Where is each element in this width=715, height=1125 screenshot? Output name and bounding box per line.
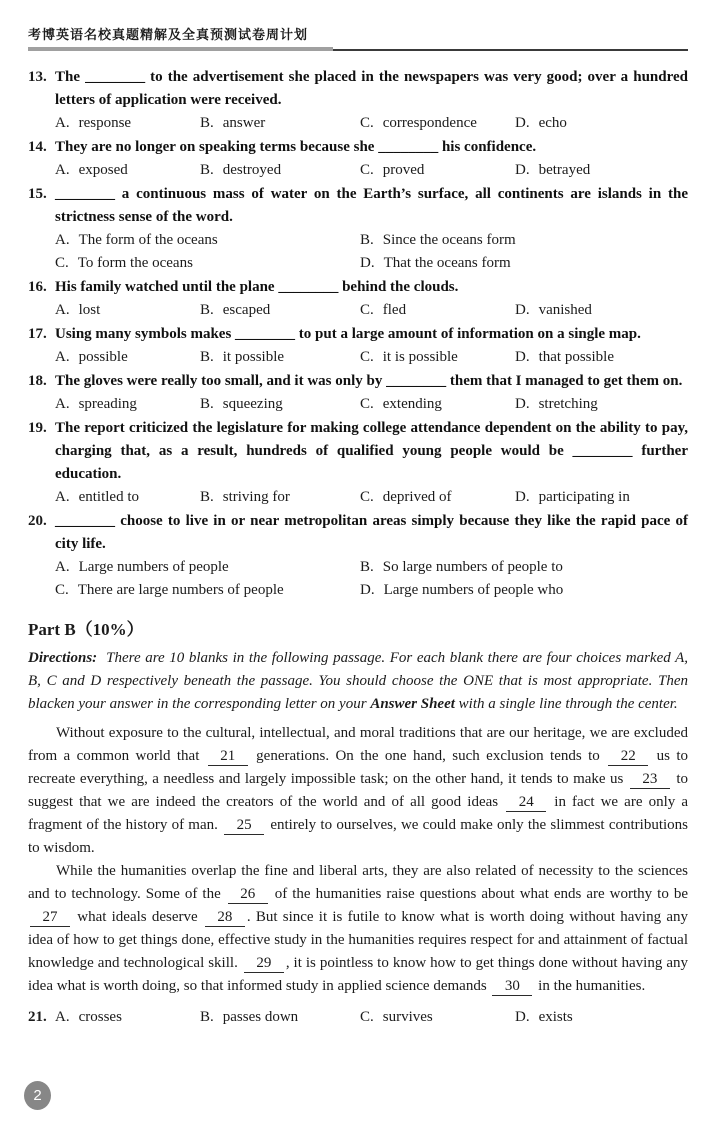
header-accent-bar [28, 47, 333, 51]
question-19 [28, 417, 688, 509]
question-options [55, 159, 688, 182]
question-number: 19. [28, 420, 47, 436]
cloze-blank: 25 [224, 816, 264, 835]
option-text: That the oceans form [383, 255, 511, 271]
question-16 [28, 276, 688, 322]
option-letter: A. [55, 162, 70, 178]
option-b [360, 556, 688, 579]
header-rule [28, 46, 688, 51]
option-a [55, 229, 360, 252]
question-number: 21. [28, 1009, 47, 1025]
option-c [360, 112, 515, 135]
option-letter: A. [55, 489, 70, 505]
option-text: passes down [222, 1009, 299, 1025]
option-c [55, 252, 360, 275]
option-d [360, 579, 688, 602]
option-d [515, 486, 688, 509]
option-a [55, 556, 360, 579]
option-letter: C. [360, 162, 374, 178]
question-stem: The ________ to the advertisement she placed in the newspapers was very good; over a hundred letters of application were received. [55, 69, 688, 108]
option-letter: C. [360, 302, 374, 318]
option-text: answer [222, 115, 266, 131]
question-21 [28, 1006, 688, 1029]
option-text: vanished [538, 302, 592, 318]
question-stem: Using many symbols makes ________ to put a large amount of information on a single map. [55, 326, 641, 342]
option-letter: A. [55, 559, 70, 575]
option-b [200, 159, 360, 182]
option-text: So large numbers of people to [382, 559, 563, 575]
option-text: stretching [538, 396, 598, 412]
option-d [515, 299, 688, 322]
question-options [55, 1006, 688, 1029]
option-letter: A. [55, 396, 70, 412]
directions-label: Directions: [28, 650, 98, 666]
option-b [360, 229, 688, 252]
option-letter: A. [55, 302, 70, 318]
option-d [515, 346, 688, 369]
option-text: betrayed [538, 162, 591, 178]
question-options [55, 229, 688, 275]
option-text: deprived of [382, 489, 452, 505]
option-a [55, 1006, 200, 1029]
cloze-blank: 24 [506, 793, 546, 812]
exam-content [28, 66, 688, 1029]
option-text: striving for [222, 489, 290, 505]
option-letter: D. [515, 115, 530, 131]
option-letter: A. [55, 349, 70, 365]
option-b [200, 346, 360, 369]
option-text: crosses [78, 1009, 122, 1025]
question-stem: ________ a continuous mass of water on the Earth’s surface, all continents are islands in the strictness sense of the word. [55, 186, 688, 225]
page-number-badge: 2 [24, 1081, 51, 1110]
option-letter: B. [200, 302, 214, 318]
option-text: To form the oceans [77, 255, 193, 271]
option-letter: D. [515, 396, 530, 412]
option-b [200, 393, 360, 416]
question-13 [28, 66, 688, 135]
option-letter: D. [515, 1009, 530, 1025]
option-letter: B. [200, 396, 214, 412]
option-text: escaped [222, 302, 271, 318]
option-letter: C. [360, 115, 374, 131]
question-stem: The report criticized the legislature for making college attendance dependent on the ability to pay, charging that, as a result, hundreds of qualified young people would be ________ further education. [55, 420, 688, 482]
option-b [200, 299, 360, 322]
option-c [360, 1006, 515, 1029]
option-letter: A. [55, 232, 70, 248]
question-15 [28, 183, 688, 275]
question-stem: They are no longer on speaking terms because she ________ his confidence. [55, 139, 537, 155]
question-number: 20. [28, 513, 47, 529]
option-text: response [78, 115, 132, 131]
option-c [55, 579, 360, 602]
option-d [515, 1006, 688, 1029]
option-letter: B. [360, 559, 374, 575]
option-d [515, 112, 688, 135]
option-letter: C. [55, 255, 69, 271]
option-text: that possible [538, 349, 615, 365]
option-c [360, 159, 515, 182]
question-stem: His family watched until the plane ________ behind the clouds. [55, 279, 459, 295]
page-header [28, 24, 688, 51]
question-number: 14. [28, 139, 47, 155]
passage-paragraph-1: Without exposure to the cultural, intellectual, and moral traditions that are our heritage, we are excluded from a common world that 21 generations. On the one hand, such exclusion tends to 22 us to recreate everything, a needless and largely impossible task; on the other hand, it tends to make us 23 to suggest that we are indeed the creators of the world and of all good ideas 24 in fact we are only a fragment of the history of man. 25 entirely to ourselves, we could make only the slimmest contributions to wisdom. [28, 725, 689, 856]
question-number: 17. [28, 326, 47, 342]
option-a [55, 299, 200, 322]
cloze-blank: 27 [30, 908, 70, 927]
option-text: Since the oceans form [382, 232, 516, 248]
option-text: The form of the oceans [78, 232, 218, 248]
option-c [360, 299, 515, 322]
question-18 [28, 370, 688, 416]
option-letter: A. [55, 115, 70, 131]
option-b [200, 112, 360, 135]
option-text: destroyed [222, 162, 282, 178]
option-letter: D. [515, 302, 530, 318]
option-letter: C. [360, 349, 374, 365]
question-stem: ________ choose to live in or near metropolitan areas simply because they like the rapid pace of city life. [55, 513, 688, 552]
option-letter: D. [515, 349, 530, 365]
option-letter: D. [515, 489, 530, 505]
option-text: it possible [222, 349, 285, 365]
option-d [515, 159, 688, 182]
option-d [515, 393, 688, 416]
option-text: entitled to [78, 489, 139, 505]
option-text: correspondence [382, 115, 477, 131]
cloze-blank: 21 [208, 747, 248, 766]
option-a [55, 346, 200, 369]
question-options [55, 112, 688, 135]
cloze-passage [28, 722, 688, 998]
question-options [55, 556, 688, 602]
part-b-title: Part B（10%） [28, 620, 144, 639]
option-text: participating in [538, 489, 630, 505]
cloze-blank: 23 [630, 770, 670, 789]
cloze-blank: 30 [492, 977, 532, 996]
option-text: it is possible [382, 349, 458, 365]
option-text: exposed [78, 162, 128, 178]
option-letter: B. [360, 232, 374, 248]
question-options [55, 486, 688, 509]
cloze-blank: 28 [205, 908, 245, 927]
option-text: Large numbers of people [78, 559, 229, 575]
option-letter: C. [360, 489, 374, 505]
passage-paragraph-2: While the humanities overlap the fine and liberal arts, they are also related of necessity to the sciences and to technology. Some of the 26 of the humanities raise questions about what ends are worthy to be 27 what ideals deserve 28 . But since it is futile to know what is worth doing without having any idea of how to get things done, effective study in the humanities requires respect for and attainment of factual knowledge and technological skill. 29 , it is pointless to know how to get things done without having any idea what is worth doing, so that informed study in applied science demands 30 in the humanities. [28, 863, 688, 994]
page-header-title: 考博英语名校真题精解及全真预测试卷周计划 [28, 27, 309, 42]
option-a [55, 159, 200, 182]
option-letter: B. [200, 1009, 214, 1025]
option-d [360, 252, 688, 275]
question-options [55, 346, 688, 369]
option-a [55, 112, 200, 135]
option-text: lost [78, 302, 101, 318]
question-options [55, 393, 688, 416]
option-c [360, 486, 515, 509]
option-a [55, 486, 200, 509]
part-b-directions [28, 647, 688, 716]
cloze-blank: 22 [608, 747, 648, 766]
option-text: exists [538, 1009, 573, 1025]
option-letter: B. [200, 115, 214, 131]
option-letter: A. [55, 1009, 70, 1025]
option-letter: D. [515, 162, 530, 178]
question-stem: The gloves were really too small, and it was only by ________ them that I managed to get them on. [55, 373, 683, 389]
question-options [55, 299, 688, 322]
option-a [55, 393, 200, 416]
question-number: 18. [28, 373, 47, 389]
option-letter: D. [360, 255, 375, 271]
option-letter: D. [360, 582, 375, 598]
option-b [200, 1006, 360, 1029]
option-c [360, 346, 515, 369]
option-b [200, 486, 360, 509]
option-text: squeezing [222, 396, 283, 412]
question-17 [28, 323, 688, 369]
option-text: survives [382, 1009, 433, 1025]
cloze-blank: 26 [228, 885, 268, 904]
option-text: possible [78, 349, 128, 365]
option-text: proved [382, 162, 425, 178]
cloze-blank: 29 [244, 954, 284, 973]
option-letter: C. [360, 1009, 374, 1025]
question-number: 13. [28, 69, 47, 85]
option-letter: B. [200, 489, 214, 505]
option-letter: B. [200, 349, 214, 365]
option-c [360, 393, 515, 416]
option-text: extending [382, 396, 442, 412]
question-20 [28, 510, 688, 602]
option-text: There are large numbers of people [77, 582, 284, 598]
option-letter: C. [55, 582, 69, 598]
option-text: spreading [78, 396, 137, 412]
option-letter: C. [360, 396, 374, 412]
question-14 [28, 136, 688, 182]
option-text: Large numbers of people who [383, 582, 564, 598]
option-letter: B. [200, 162, 214, 178]
option-text: echo [538, 115, 567, 131]
directions-text: There are 10 blanks in the following passage. For each blank there are four choices marked A, B, C and D respectively beneath the passage. You should choose the ONE that is most appropriate. Then blacken your answer in the corresponding letter on your Answer Sheet with a single line through the center. [28, 650, 688, 712]
question-number: 15. [28, 186, 47, 202]
option-text: fled [382, 302, 407, 318]
question-number: 16. [28, 279, 47, 295]
